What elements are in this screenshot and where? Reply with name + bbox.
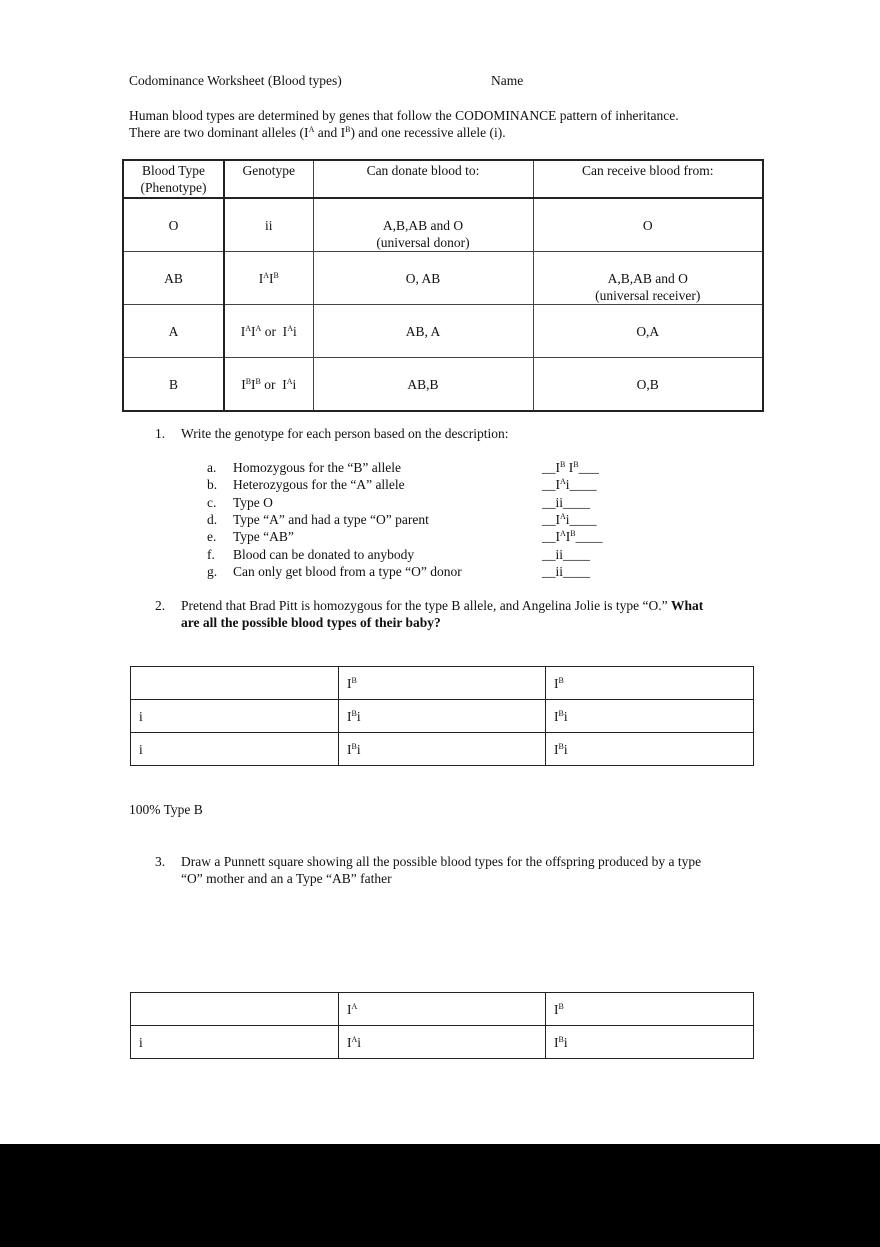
punnett-cell: $I^Bi$	[339, 700, 546, 733]
cell-receive: A,B,AB and O (universal receiver)	[533, 252, 763, 305]
cell-receive: O	[533, 198, 763, 252]
list-item-description: Type “A” and had a type “O” parent	[233, 511, 429, 527]
list-item-description: Can only get blood from a type “O” donor	[233, 563, 462, 579]
list-item-answer: $\_\_I^Ai\_\_\_\_$	[542, 511, 597, 527]
punnett-square-question-2	[130, 666, 754, 766]
question-2-text-line-2: are all the possible blood types of their baby?	[181, 615, 441, 630]
list-item-letter: g.	[207, 563, 218, 579]
list-item-answer: $\_\_I^B$ $I^B\_\_\_$	[542, 460, 599, 475]
punnett-row	[131, 700, 754, 733]
table-row	[123, 358, 763, 411]
punnett-cell: $I^Bi$	[339, 733, 546, 766]
punnett-cell: $I^B$	[546, 993, 754, 1026]
cell-genotype: $I^AI^B$	[224, 252, 313, 305]
punnett-cell: $I^A$	[339, 993, 546, 1026]
list-item-description: Type O	[233, 494, 273, 510]
cell-donate: A,B,AB and O (universal donor)	[313, 198, 533, 252]
list-item-answer: $\_\_I^AI^B\_\_\_\_$	[542, 529, 603, 545]
punnett-cell: $I^B$	[546, 667, 754, 700]
header-phenotype: Blood Type (Phenotype)	[123, 160, 224, 198]
punnett-cell: $I^B$	[339, 667, 546, 700]
question-2-answer: 100% Type B	[129, 802, 203, 817]
question-3-text-line-2: “O” mother and an a Type “AB” father	[181, 871, 392, 886]
header-receive: Can receive blood from:	[533, 160, 763, 198]
list-item-description: Homozygous for the “B” allele	[233, 460, 401, 475]
question-2-number: 2.	[155, 598, 166, 613]
cell-blood-type: O	[123, 198, 224, 252]
bottom-black-bar	[0, 1144, 880, 1247]
list-item-letter: b.	[207, 477, 218, 493]
intro-line-1: Human blood types are determined by genes that follow the CODOMINANCE pattern of inheritance.	[129, 108, 679, 123]
question-1-number: 1.	[155, 426, 166, 441]
question-2-text-line-1: Pretend that Brad Pitt is homozygous for the type B allele, and Angelina Jolie is type “O.” What	[181, 598, 704, 613]
table-row	[123, 252, 763, 305]
list-item-answer: __ii____	[542, 563, 591, 579]
cell-blood-type: B	[123, 358, 224, 411]
cell-donate: AB,B	[313, 358, 533, 411]
punnett-row	[131, 1026, 754, 1059]
punnett-cell: $I^Bi$	[546, 733, 754, 766]
cell-donate: AB, A	[313, 305, 533, 358]
list-item-letter: d.	[207, 511, 218, 527]
list-item-letter: e.	[207, 529, 217, 545]
header-donate: Can donate blood to:	[313, 160, 533, 198]
list-item-answer: __ii____	[542, 546, 591, 562]
question-3-number: 3.	[155, 854, 166, 869]
punnett-row	[131, 667, 754, 700]
punnett-cell: i	[131, 700, 339, 733]
table-header-row	[123, 160, 763, 198]
list-item-description: Heterozygous for the “A” allele	[233, 477, 405, 493]
question-1-text: Write the genotype for each person based on the description:	[181, 426, 509, 441]
punnett-cell: i	[131, 733, 339, 766]
name-label: Name	[491, 73, 524, 88]
list-item-answer: __ii____	[542, 494, 591, 510]
cell-blood-type: A	[123, 305, 224, 358]
header-genotype: Genotype	[224, 160, 313, 198]
punnett-cell	[131, 993, 339, 1026]
punnett-cell	[131, 667, 339, 700]
table-row	[123, 305, 763, 358]
blood-type-table	[122, 159, 764, 412]
list-item-letter: c.	[207, 494, 217, 510]
cell-receive: O,A	[533, 305, 763, 358]
cell-donate: O, AB	[313, 252, 533, 305]
list-item-description: Blood can be donated to anybody	[233, 546, 415, 562]
cell-receive: O,B	[533, 358, 763, 411]
question-3-text-line-1: Draw a Punnett square showing all the possible blood types for the offspring produced by a type	[181, 854, 702, 869]
list-item-answer: $\_\_I^Ai\_\_\_\_$	[542, 477, 597, 493]
punnett-cell: i	[131, 1026, 339, 1059]
list-item-letter: a.	[207, 460, 217, 475]
list-item-description: Type “AB”	[233, 529, 294, 545]
cell-genotype: ii	[224, 198, 313, 252]
table-row	[123, 198, 763, 252]
intro-line-2: There are two dominant alleles ($I^A$ and $I^B$) and one recessive allele (i).	[129, 125, 506, 140]
punnett-square-question-3	[130, 992, 754, 1059]
punnett-row	[131, 993, 754, 1026]
punnett-cell: $I^Bi$	[546, 1026, 754, 1059]
list-item-letter: f.	[207, 546, 215, 562]
cell-genotype: $I^AI^A$ or $I^Ai$	[224, 305, 313, 358]
cell-blood-type: AB	[123, 252, 224, 305]
punnett-cell: $I^Ai$	[339, 1026, 546, 1059]
punnett-row	[131, 733, 754, 766]
punnett-cell: $I^Bi$	[546, 700, 754, 733]
cell-genotype: $I^BI^B$ or $I^Ai$	[224, 358, 313, 411]
worksheet-title: Codominance Worksheet (Blood types)	[129, 73, 342, 88]
